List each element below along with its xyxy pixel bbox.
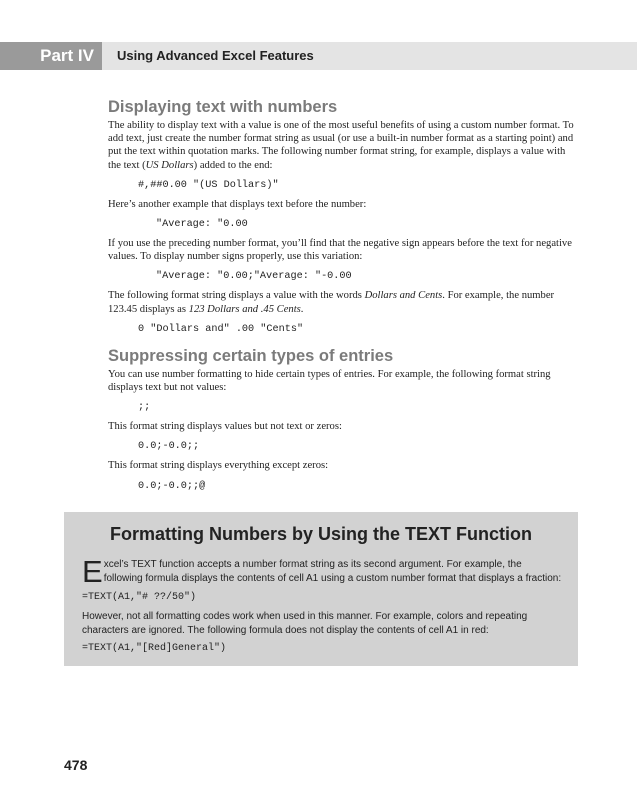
part-title: Using Advanced Excel Features — [117, 48, 314, 63]
emphasis-text: 123 Dollars and .45 Cents — [188, 303, 301, 315]
part-label: Part IV — [0, 42, 102, 70]
main-content — [108, 96, 578, 493]
sidebar-body — [82, 554, 562, 655]
code-example: 0 "Dollars and" .00 "Cents" — [138, 323, 304, 335]
paragraph: This format string displays everything except zeros: — [108, 460, 329, 472]
sidebar-box — [64, 512, 578, 666]
text-span: xcel’s TEXT function accepts a number format string as its second argument. For example, the following formula displays the contents of cell A1 using a custom number format that displays a fraction: — [103, 559, 562, 584]
sidebar-paragraph — [82, 554, 562, 589]
paragraph: This format string displays values but not text or zeros: — [108, 421, 342, 433]
sidebar-title: Formatting Numbers by Using the TEXT Function — [109, 524, 532, 544]
text-span: The following format string displays a value with the words — [108, 290, 365, 302]
code-example: "Average: "0.00 — [156, 219, 248, 231]
code-example: #,##0.00 "(US Dollars)" — [138, 179, 279, 191]
code-example: 0.0;-0.0;; — [138, 441, 200, 453]
paragraph: You can use number formatting to hide certain types of entries. For example, the following format string displays text but not values: — [108, 368, 551, 394]
paragraph — [108, 289, 578, 315]
emphasis-text: Dollars and Cents — [364, 290, 443, 302]
section-heading-suppressing-entries: Suppressing certain types of entries — [108, 346, 394, 365]
code-example: ;; — [138, 402, 151, 414]
sidebar-paragraph: However, not all formatting codes work when used in this manner. For example, colors and repeating characters are ignored. The following formula does not display the contents of cell A1 in red: — [82, 611, 528, 636]
text-span: The ability to display text with a value is one of the most useful benefits of using a custom number format. To add text, just create the number format string as usual (or use a built-in number format as a starting point) and put the text within quotation marks. The following number format string, for example, displays a value with the text ( — [108, 120, 574, 171]
text-span: ) added to the end: — [193, 159, 273, 171]
paragraph: Here’s another example that displays text before the number: — [108, 198, 367, 210]
section-heading-displaying-text: Displaying text with numbers — [108, 98, 338, 116]
emphasis-text: US Dollars — [145, 159, 194, 171]
paragraph: If you use the preceding number format, you’ll find that the negative sign appears before the text for negative values. To display number signs properly, use this variation: — [108, 238, 572, 263]
sidebar-code-example: =TEXT(A1,"[Red]General") — [82, 643, 227, 654]
text-span: . For example, the number 123.45 displays as — [108, 290, 555, 315]
sidebar-code-example: =TEXT(A1,"# ??/50") — [82, 592, 197, 603]
drop-cap: E — [82, 554, 103, 589]
page-number: 478 — [64, 757, 88, 773]
code-example: "Average: "0.00;"Average: "-0.00 — [156, 271, 352, 283]
text-span: . — [300, 303, 304, 315]
paragraph — [108, 119, 578, 172]
code-example: 0.0;-0.0;;@ — [138, 480, 206, 492]
